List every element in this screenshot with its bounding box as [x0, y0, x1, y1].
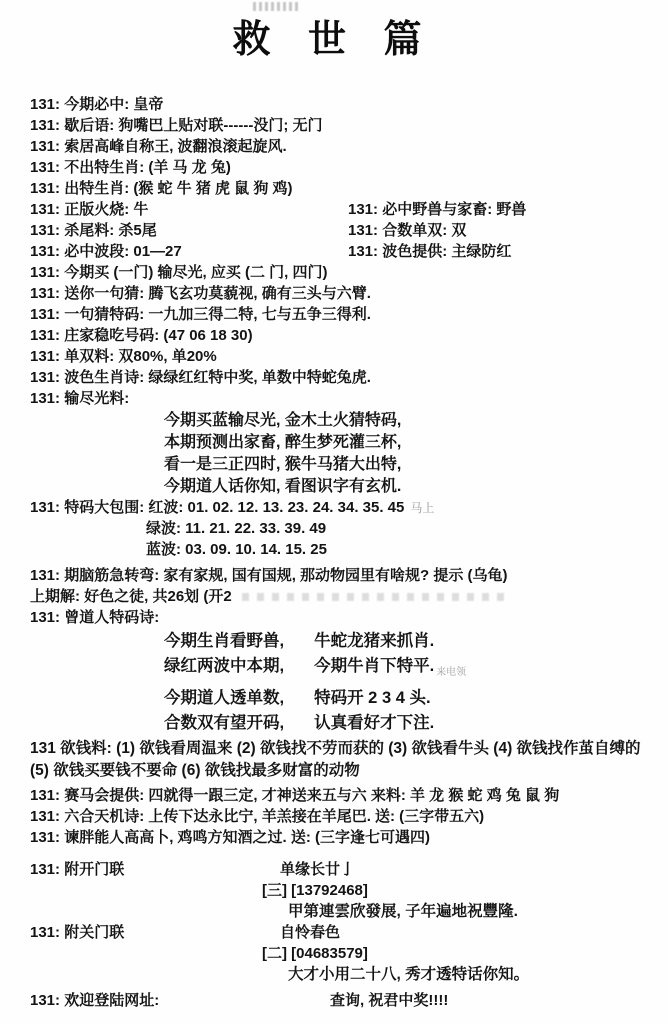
- baowei-green-line: 绿波: 11. 21. 22. 33. 39. 49: [146, 520, 327, 537]
- footer-line: [30, 993, 658, 1009]
- line-fire-and-beast: [30, 202, 658, 218]
- poem2-half: 绿红两波中本期,: [164, 657, 285, 675]
- opening-couplet-verse: 甲第連雲欣發展, 子年遍地祝豐隆.: [288, 903, 518, 921]
- beast-label: 131: 必中野兽与家畜: 野兽: [348, 201, 527, 218]
- opening-couplet-row: [30, 862, 658, 878]
- baowei-blue-line: 蓝波: 03. 09. 10. 14. 15. 25: [146, 541, 327, 558]
- gaogao-line: 131: 谏胖能人高高卜, 鸡鸣方知酒之过. 送: (三字逢七可遇四): [30, 829, 431, 847]
- range-label: 131: 必中波段: 01—27: [30, 243, 182, 260]
- redacted-smudge: [242, 593, 512, 601]
- laidian-watermark: 来电领: [436, 667, 467, 679]
- tiny-watermark-smudge: [253, 2, 299, 11]
- kill-tail-label: 131: 杀尾料: 杀5尾: [30, 222, 157, 239]
- baowei-red-text: 131: 特码大包围: 红波: 01. 02. 12. 13. 23. 24. 34. 35. 45: [30, 499, 405, 516]
- shujinguang-poem: [164, 412, 658, 495]
- poem2-half: 牛蛇龙猪来抓肖.: [314, 632, 435, 650]
- line-xiehouyu: 131: 歇后语: 狗嘴巴上贴对联------没门; 无门: [30, 117, 323, 134]
- closing-couplet-heading: 自怜春色: [280, 924, 341, 942]
- brain-teaser-line: 131: 期脑筋急转弯: 家有家规, 国有国规, 那动物园里有啥规? 提示 (乌龟): [30, 567, 508, 584]
- baowei-red-line: [30, 500, 658, 516]
- wave-color-label: 131: 波色提供: 主绿防红: [348, 243, 512, 260]
- line-odd-even: 131: 单双料: 双80%, 单20%: [30, 348, 217, 365]
- opening-couplet-code: [三] [13792468]: [262, 882, 368, 900]
- line-banker-numbers: 131: 庄家稳吃号码: (47 06 18 30): [30, 327, 253, 344]
- poem2-line: [164, 656, 658, 683]
- good-luck-message: 查询, 祝君中奖!!!!: [330, 992, 449, 1010]
- closing-couplet-block: [30, 925, 658, 983]
- opening-couplet-heading: 单缘长廿亅: [280, 861, 356, 879]
- line-buy-doors: 131: 今期买 (一门) 输尽光, 应买 (二 门, 四门): [30, 264, 328, 281]
- opening-couplet-label: 131: 附开门联: [30, 861, 125, 879]
- poem2-half: 特码开 2 3 4 头.: [314, 689, 431, 708]
- tianji-poem-line: 131: 六合天机诗: 上传下达永比宁, 羊羔接在羊尾巴. 送: (三字带五六): [30, 808, 485, 826]
- sheet-body: [0, 63, 668, 1009]
- poem2-half: 合数双有望开码,: [164, 714, 285, 733]
- line-excluded-zodiac: 131: 不出特生肖: (羊 马 龙 兔): [30, 159, 231, 176]
- poem1-line: 今期买蓝输尽光, 金木土火猜特码,: [164, 412, 402, 429]
- line-tail-and-sum: [30, 223, 658, 239]
- last-issue-answer-line: [30, 589, 658, 605]
- jockey-club-line: 131: 赛马会提供: 四就得一跟三定, 才神送来五与六 来料: 羊 龙 猴 蛇 鸡 兔 鼠 狗: [30, 787, 560, 805]
- poem2-line: [164, 713, 658, 733]
- poem2-half: 今期道人透单数,: [164, 689, 285, 708]
- poem1-line: 本期预测出家畜, 醉生梦死灌三杯,: [164, 434, 402, 451]
- website-label: 131: 欢迎登陆网址:: [30, 992, 160, 1010]
- mashang-watermark: 马上: [410, 501, 435, 515]
- line-hint-sentence: 131: 送你一句猜: 腾飞玄功莫藐视, 确有三头与六臂.: [30, 285, 371, 302]
- page-title: 救 世 篇: [232, 19, 436, 61]
- poem2-half: 今期生肖看野兽,: [164, 632, 285, 650]
- closing-couplet-verse: 大才小用二十八, 秀才透特话你知。: [288, 966, 530, 984]
- poem2-line: [164, 631, 658, 651]
- fire-label: 131: 正版火烧: 牛: [30, 201, 149, 218]
- poem2-half: 认真看好才下注.: [314, 714, 435, 733]
- line-verse: 131: 索居高峰自称王, 波翻浪滚起旋风.: [30, 138, 287, 155]
- poem1-line: 今期道人话你知, 看图识字有玄机.: [164, 478, 402, 495]
- closing-couplet-label: 131: 附关门联: [30, 924, 125, 942]
- closing-couplet-row: [30, 925, 658, 941]
- sum-parity-label: 131: 合数单双: 双: [348, 222, 467, 239]
- line-shujinguang-label: 131: 输尽光料:: [30, 390, 130, 407]
- zengdao-poem: [164, 631, 658, 733]
- line-wave-zodiac-poem: 131: 波色生肖诗: 绿绿红红特中奖, 单数中特蛇兔虎.: [30, 369, 371, 386]
- line-must-hit: 131: 今期必中: 皇帝: [30, 96, 164, 113]
- closing-couplet-code: [二] [04683579]: [262, 945, 368, 963]
- opening-couplet-block: [30, 862, 658, 920]
- poem1-line: 看一是三正四时, 猴牛马猪大出特,: [164, 456, 402, 473]
- poem2-line: [164, 688, 658, 708]
- poem2-half: 今期牛肖下特平.: [314, 657, 435, 675]
- line-included-zodiac: 131: 出特生肖: (猴 蛇 牛 猪 虎 鼠 狗 鸡): [30, 180, 293, 197]
- yuqian-line: 131 欲钱料: (1) 欲钱看周温来 (2) 欲钱找不劳而获的 (3) 欲钱看牛头 (4) 欲钱找作茧自缚的 (5) 欲钱买要钱不要命 (6) 欲钱找最多财富的动物: [30, 740, 641, 780]
- last-issue-text: 上期解: 好色之徒, 共26划 (开2: [30, 588, 232, 605]
- line-range-and-color: [30, 244, 658, 260]
- line-special-sentence: 131: 一句猜特码: 一九加三得二特, 七与五争三得利.: [30, 306, 371, 323]
- zengdao-label-line: 131: 曾道人特码诗:: [30, 609, 160, 626]
